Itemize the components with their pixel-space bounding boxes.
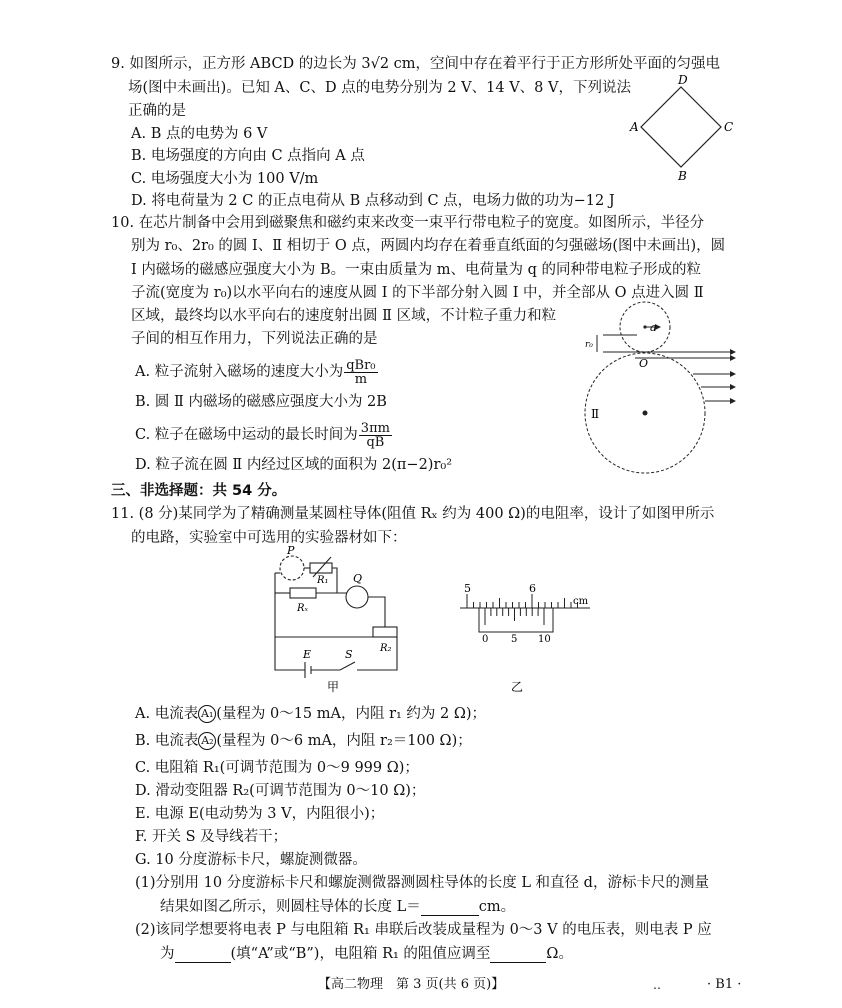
item-b-text: (量程为 0～6 mA，内阻 r₂＝100 Ω)； (216, 733, 472, 749)
q10-option-a-fraction (344, 359, 377, 386)
q11-item-c: C. 电阻箱 R₁(可调节范围为 0～9 999 Ω)； (135, 760, 419, 776)
q9-option-c: C. 电场强度大小为 100 V/m (131, 171, 319, 187)
answer-blank-meter[interactable] (175, 948, 231, 963)
answer-blank-resistance[interactable] (490, 948, 546, 963)
part2-prefix: 为 (160, 946, 175, 962)
center-ii-dot (643, 411, 648, 416)
meter-q (346, 586, 368, 608)
label-b: B (678, 169, 687, 183)
part1-unit: cm。 (478, 899, 516, 915)
label-q: Q (353, 572, 363, 585)
label-r0: r₀ (585, 340, 593, 350)
q10-option-d: D. 粒子流在圆 Ⅱ 内经过区域的面积为 2(π−2)r₀² (135, 457, 453, 473)
q9-option-d: D. 将电荷量为 2 C 的正点电荷从 B 点移动到 C 点，电场力做的功为−12 J (131, 193, 615, 209)
q10-stem-line6: 子间的相互作用力，下列说法正确的是 (131, 331, 378, 347)
q9-stem-line1: 9. 如图所示，正方形 ABCD 的边长为 3√2 cm，空间中存在着平行于正方形所处平面的匀强电 (111, 56, 721, 72)
q11-part1-line2 (160, 898, 515, 916)
meter-p (280, 556, 304, 580)
main-scale-5: 5 (464, 582, 471, 595)
q11-item-d: D. 滑动变阻器 R₂(可调节范围为 0～10 Ω)； (135, 783, 426, 799)
fraction-numerator: qBr₀ (346, 357, 376, 373)
square-abcd-figure (625, 72, 745, 184)
item-a-prefix: A. 电流表 (135, 706, 199, 722)
q10-option-c-text: C. 粒子在磁场中运动的最长时间为 (135, 427, 358, 443)
vernier-5: 5 (511, 634, 518, 645)
q10-option-c (135, 420, 393, 450)
q10-option-c-fraction (359, 422, 392, 449)
label-p: P (287, 545, 295, 557)
part2-middle: (填“A”或“B”)，电阻箱 R₁ 的阻值应调至 (230, 946, 491, 962)
q11-part1-line1: (1)分别用 10 分度游标卡尺和螺旋测微器测圆柱导体的长度 L 和直径 d，游标卡尺的测量 (135, 875, 709, 891)
q11-stem-line2: 的电路，实验室中可选用的实验器材如下： (131, 530, 407, 546)
rheostat-r2 (373, 627, 397, 637)
label-a: a (650, 321, 657, 334)
q10-option-a-text: A. 粒子流射入磁场的速度大小为 (135, 364, 344, 380)
item-a-text: (量程为 0～15 mA，内阻 r₁ 约为 2 Ω)； (216, 706, 487, 722)
label-o: O (639, 357, 649, 370)
label-s: S (345, 648, 353, 661)
label-d: D (678, 73, 688, 87)
q10-stem-line2: 别为 r₀、2r₀ 的圆 Ⅰ、Ⅱ 相切于 O 点，两圆内均存在着垂直纸面的匀强磁场(图中未画出)，圆 (131, 238, 726, 254)
battery-e (305, 662, 311, 678)
label-a: A (630, 120, 639, 134)
section-3-heading: 三、非选择题：共 54 分。 (111, 483, 287, 499)
q11-item-a (135, 705, 486, 723)
q11-stem-line1: 11. (8 分)某同学为了精确测量某圆柱导体(阻值 Rₓ 约为 400 Ω)的电阻率，设计了如图甲所示 (111, 506, 715, 522)
label-ii: Ⅱ (591, 407, 600, 421)
vernier-scale-box (479, 608, 553, 632)
square-abcd (641, 87, 721, 167)
q11-item-e: E. 电源 E(电动势为 3 V，内阻很小)； (135, 806, 385, 822)
vernier-caliper-figure-yi (455, 580, 605, 695)
item-b-prefix: B. 电流表 (135, 733, 199, 749)
page-footer: 【高二物理 第 3 页(共 6 页)】 (318, 977, 505, 992)
part2-unit: Ω。 (546, 946, 573, 962)
ammeter-a1-icon: A₁ (198, 705, 216, 723)
caption-jia: 甲 (327, 680, 340, 694)
q10-stem-line5: 区域，最终均以水平向右的速度射出圆 Ⅱ 区域，不计粒子重力和粒 (131, 308, 557, 324)
q11-item-f: F. 开关 S 及导线若干； (135, 829, 288, 845)
q11-part2-line1: (2)该同学想要将电表 P 与电阻箱 R₁ 串联后改装成量程为 0～3 V 的电压表，则电表 P 应 (135, 922, 712, 938)
vernier-10: 10 (538, 634, 551, 645)
q10-stem-line4: 子流(宽度为 r₀)以水平向右的速度从圆 Ⅰ 的下半部分射入圆 Ⅰ 中，并全部从 O 点进入圆 Ⅱ (131, 285, 704, 301)
resistor-rx (290, 588, 316, 598)
label-c: C (724, 120, 734, 134)
circuit-diagram-jia (265, 545, 410, 695)
page-code: · B1 · (707, 977, 742, 992)
q11-item-b (135, 732, 472, 750)
main-scale-6: 6 (529, 582, 536, 595)
q9-option-b: B. 电场强度的方向由 C 点指向 A 点 (131, 148, 365, 164)
q9-stem-line3: 正确的是 (128, 103, 186, 119)
q10-stem-line3: Ⅰ 内磁场的磁感应强度大小为 B。一束由质量为 m、电荷量为 q 的同种带电粒子形成的粒 (131, 262, 701, 278)
q10-option-b: B. 圆 Ⅱ 内磁场的磁感应强度大小为 2B (135, 394, 387, 410)
label-rx: Rₓ (297, 603, 309, 614)
ammeter-a2-icon: A₂ (198, 732, 216, 750)
main-scale-unit: cm (573, 596, 589, 607)
label-r1: R₁ (317, 575, 329, 586)
answer-blank-length[interactable] (421, 901, 479, 916)
q10-option-a (135, 357, 379, 387)
fraction-denominator: qB (366, 434, 385, 450)
magnetic-circles-figure (575, 295, 740, 490)
vernier-0: 0 (482, 634, 489, 645)
q11-item-g: G. 10 分度游标卡尺，螺旋测微器。 (135, 852, 367, 868)
footer-mark: ‥ (653, 978, 662, 992)
fraction-denominator: m (354, 371, 368, 387)
wire-left (275, 573, 385, 637)
caption-yi: 乙 (511, 680, 524, 694)
fraction-numerator: 3πm (360, 420, 390, 436)
q9-option-a: A. B 点的电势为 6 V (131, 126, 268, 142)
label-r2: R₂ (380, 643, 392, 654)
part1-text: 结果如图乙所示，则圆柱导体的长度 L＝ (160, 899, 421, 915)
q10-stem-line1: 10. 在芯片制备中会用到磁聚焦和磁约束来改变一束平行带电粒子的宽度。如图所示，半径分 (111, 215, 705, 231)
label-e: E (303, 648, 312, 661)
q11-part2-line2 (160, 945, 573, 963)
q9-stem-line2: 场(图中未画出)。已知 A、C、D 点的电势分别为 2 V、14 V、8 V，下列说法 (128, 80, 631, 96)
